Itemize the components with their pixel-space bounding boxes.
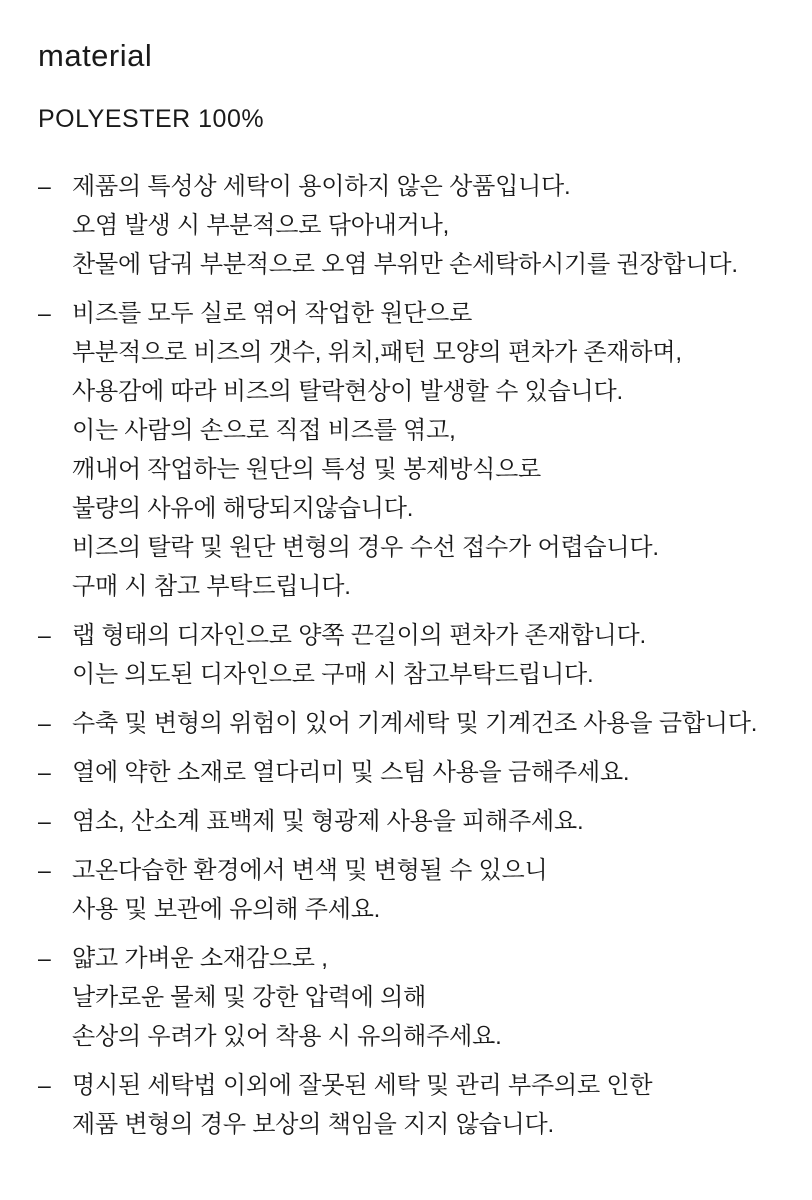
care-note-item [38, 939, 772, 1056]
dash-bullet: – [38, 1072, 51, 1098]
care-note-item [38, 802, 772, 841]
care-note-lines [72, 616, 772, 694]
care-note-item [38, 704, 772, 743]
care-notes-list [38, 167, 772, 1144]
care-note-line: 찬물에 담궈 부분적으로 오염 부위만 손세탁하시기를 권장합니다. [72, 251, 738, 278]
care-note-lines [72, 753, 772, 792]
care-note-line: 이는 사람의 손으로 직접 비즈를 엮고, [72, 417, 456, 444]
care-note-line: 얇고 가벼운 소재감으로 , [72, 945, 328, 972]
care-note-line: 비즈를 모두 실로 엮어 작업한 원단으로 [72, 300, 473, 327]
care-note-line: 염소, 산소계 표백제 및 형광제 사용을 피해주세요. [72, 808, 584, 835]
dash-bullet: – [38, 173, 51, 199]
care-note-item [38, 294, 772, 606]
care-note-line: 불량의 사유에 해당되지않습니다. [72, 495, 414, 522]
care-note-line: 열에 약한 소재로 열다리미 및 스팀 사용을 금해주세요. [72, 759, 630, 786]
care-note-lines [72, 802, 772, 841]
section-title: material [38, 38, 153, 73]
dash-bullet: – [38, 759, 51, 785]
care-note-item [38, 1066, 772, 1144]
care-note-line: 제품의 특성상 세탁이 용이하지 않은 상품입니다. [72, 173, 571, 200]
care-note-item [38, 851, 772, 929]
dash-bullet: – [38, 808, 51, 834]
care-note-line: 제품 변형의 경우 보상의 책임을 지지 않습니다. [72, 1111, 554, 1138]
care-note-lines [72, 939, 772, 1056]
care-note-line: 비즈의 탈락 및 원단 변형의 경우 수선 접수가 어렵습니다. [72, 534, 659, 561]
care-note-line: 부분적으로 비즈의 갯수, 위치,패턴 모양의 편차가 존재하며, [72, 339, 682, 366]
care-note-line: 날카로운 물체 및 강한 압력에 의해 [72, 984, 427, 1011]
care-note-item [38, 167, 772, 284]
care-note-item [38, 753, 772, 792]
dash-bullet: – [38, 622, 51, 648]
care-note-line: 손상의 우려가 있어 착용 시 유의해주세요. [72, 1023, 502, 1050]
care-note-line: 수축 및 변형의 위험이 있어 기계세탁 및 기계건조 사용을 금합니다. [72, 710, 758, 737]
care-note-line: 오염 발생 시 부분적으로 닦아내거나, [72, 212, 450, 239]
care-note-line: 사용감에 따라 비즈의 탈락현상이 발생할 수 있습니다. [72, 378, 623, 405]
care-note-lines [72, 167, 772, 284]
care-note-line: 깨내어 작업하는 원단의 특성 및 봉제방식으로 [72, 456, 542, 483]
dash-bullet: – [38, 300, 51, 326]
dash-bullet: – [38, 945, 51, 971]
care-note-line: 사용 및 보관에 유의해 주세요. [72, 896, 381, 923]
care-note-line: 이는 의도된 디자인으로 구매 시 참고부탁드립니다. [72, 661, 594, 688]
care-note-line: 명시된 세탁법 이외에 잘못된 세탁 및 관리 부주의로 인한 [72, 1072, 653, 1099]
dash-bullet: – [38, 710, 51, 736]
care-note-line: 구매 시 참고 부탁드립니다. [72, 573, 351, 600]
care-note-lines [72, 1066, 772, 1144]
care-note-line: 랩 형태의 디자인으로 양쪽 끈길이의 편차가 존재합니다. [72, 622, 646, 649]
care-note-item [38, 616, 772, 694]
care-note-lines [72, 704, 772, 743]
care-note-lines [72, 851, 772, 929]
dash-bullet: – [38, 857, 51, 883]
care-note-lines [72, 294, 772, 606]
care-note-line: 고온다습한 환경에서 변색 및 변형될 수 있으니 [72, 857, 548, 884]
fabric-composition: POLYESTER 100% [38, 105, 265, 133]
